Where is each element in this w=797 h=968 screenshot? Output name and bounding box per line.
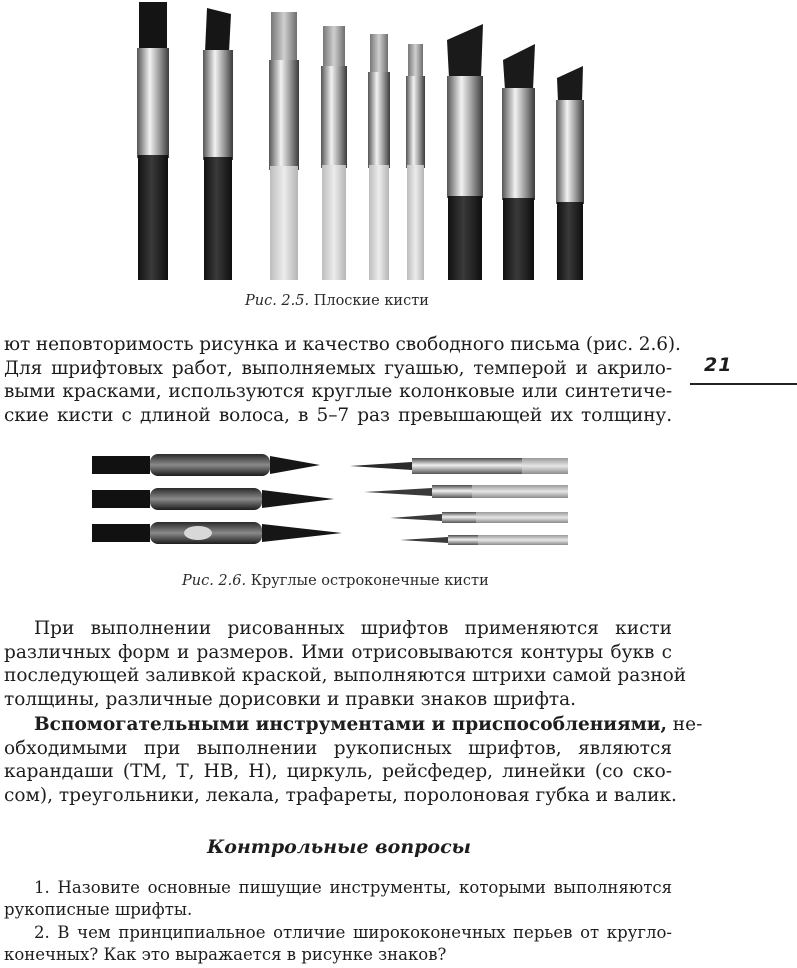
text-line: ют неповторимость рисунка и качество свободного письма (рис. 2.6).: [4, 334, 681, 355]
bold-term: Вспомогательными инструментами и приспособлениями,: [34, 714, 667, 735]
round-brushes-illustration: [92, 448, 568, 554]
text-line: [4, 713, 703, 737]
text-line: обходимыми при выполнении рукописных шрифтов, являются: [4, 737, 672, 759]
text-line: толщины, различные дорисовки и правки знаков шрифта.: [4, 688, 577, 710]
flat-brush-5: [368, 34, 390, 280]
section-heading: Контрольные вопросы: [206, 836, 472, 858]
question-line: конечных? Как это выражается в рисунке знаков?: [4, 945, 447, 964]
angled-brush-2: [502, 44, 535, 280]
question-1: [4, 877, 672, 921]
body-paragraph: [4, 713, 703, 807]
text-line: различных форм и размеров. Ими отрисовываются контуры букв с: [4, 641, 672, 663]
question-2: [4, 922, 672, 966]
body-paragraph: [4, 333, 681, 427]
figure-caption-text: Плоские кисти: [313, 293, 429, 309]
angled-brush-3: [556, 66, 584, 280]
text-line: сом), треугольники, лекала, трафареты, поролоновая губка и валик.: [4, 784, 677, 806]
figure-label: Рис. 2.6.: [182, 573, 247, 589]
flat-brushes-illustration: [125, 0, 595, 280]
text-line: карандаши (ТМ, Т, НВ, Н), циркуль, рейсфедер, линейки (со ско-: [4, 761, 672, 782]
flat-brush-1: [137, 2, 169, 280]
question-line: 2. В чем принципиальное отличие ширококонечных перьев от кругло-: [34, 923, 672, 942]
round-brush-right-3: [390, 512, 568, 523]
page-number: 21: [704, 354, 733, 376]
angled-brush-1: [447, 24, 483, 280]
figure-label: Рис. 2.5.: [245, 293, 310, 309]
round-brush-left-1: [92, 454, 320, 476]
round-brush-left-2: [92, 488, 334, 510]
text-line: ские кисти с длиной волоса, в 5–7 раз превышающей их толщину.: [4, 404, 672, 426]
flat-brush-4: [321, 26, 347, 280]
round-brush-right-4: [400, 535, 568, 545]
text-line: Для шрифтовых работ, выполняемых гуашью, темперой и акрило-: [4, 357, 672, 379]
round-brush-right-2: [364, 485, 568, 498]
figure-caption: [245, 293, 429, 309]
body-paragraph: [4, 617, 687, 711]
round-brush-right-1: [350, 458, 568, 474]
text-line: выми красками, используются круглые колонковые или синтетиче-: [4, 381, 672, 402]
question-line: рукописные шрифты.: [4, 900, 193, 919]
round-brush-left-3: [92, 522, 342, 544]
figure-caption-text: Круглые остроконечные кисти: [250, 573, 489, 589]
flat-brush-6: [406, 44, 425, 280]
text-line: последующей заливкой краской, выполняются штрихи самой разной: [4, 665, 687, 686]
flat-brush-2: [203, 8, 233, 280]
text-fragment: не-: [666, 714, 703, 735]
flat-brush-3: [269, 12, 299, 280]
page-number-rule: [690, 383, 797, 385]
text-line: При выполнении рисованных шрифтов применяются кисти: [34, 618, 672, 639]
question-line: 1. Назовите основные пишущие инструменты, которыми выполняются: [34, 878, 672, 897]
figure-caption: [182, 573, 489, 589]
